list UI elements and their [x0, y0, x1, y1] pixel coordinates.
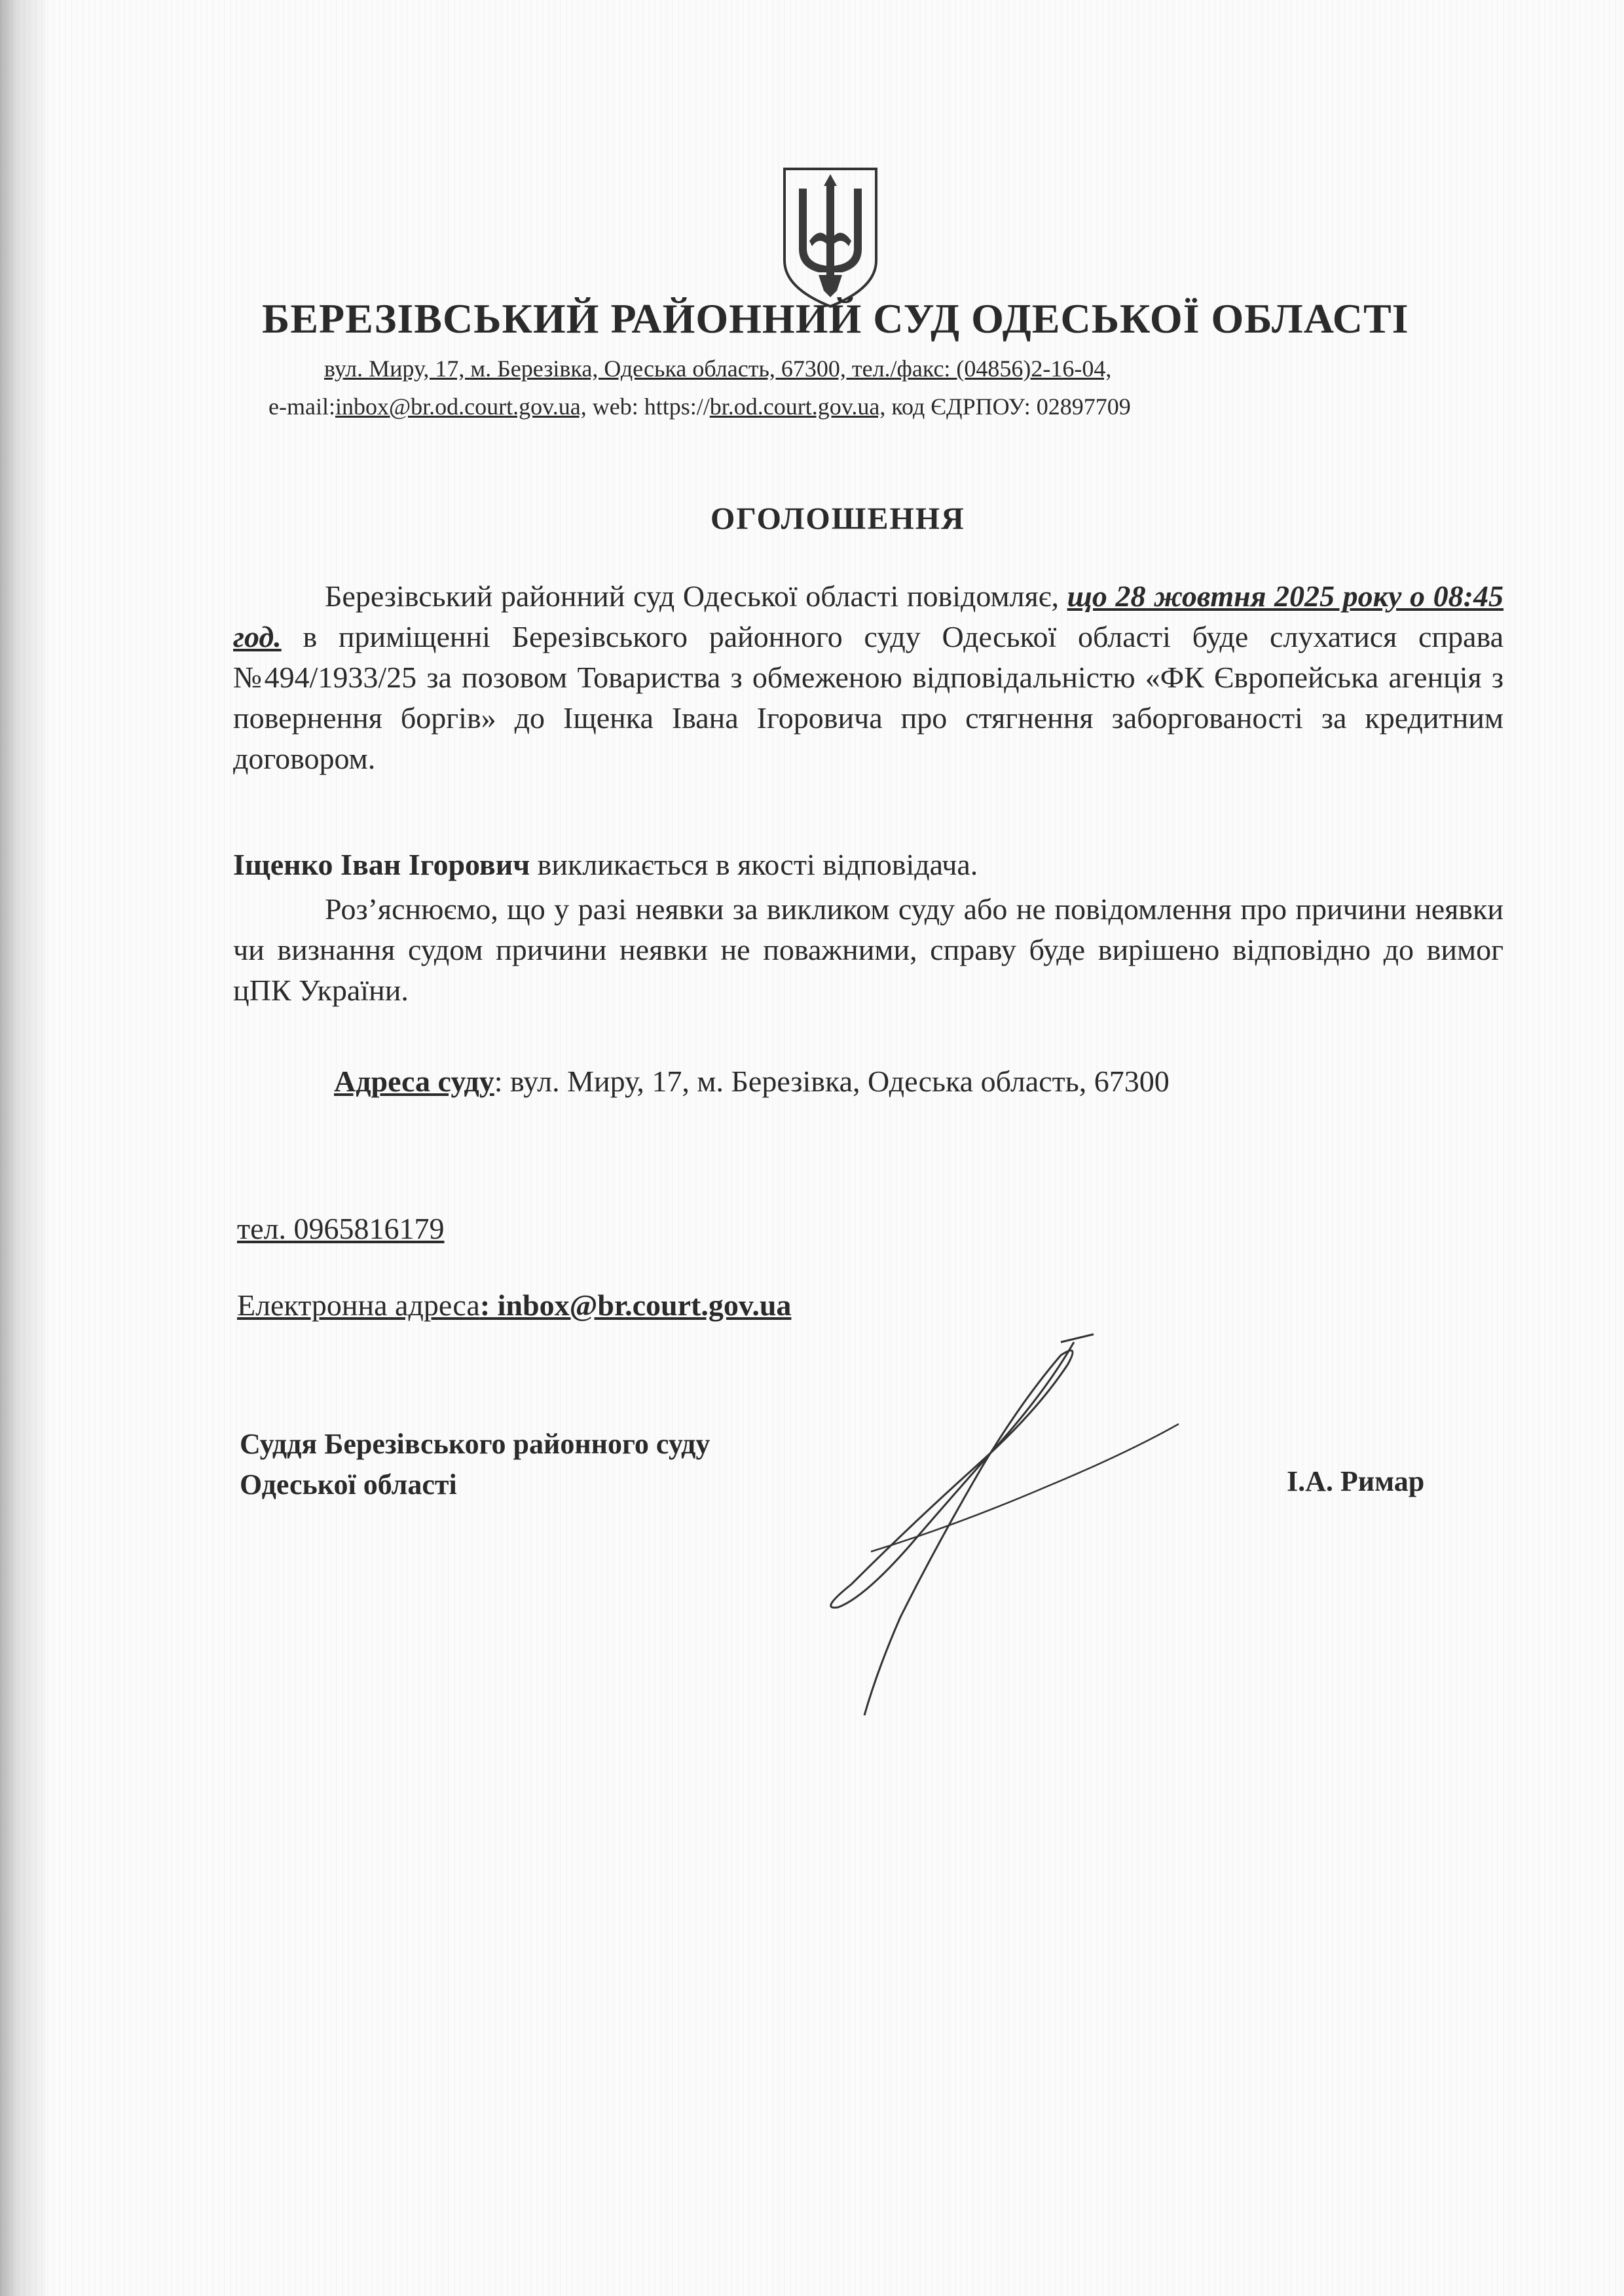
court-contacts-line	[268, 393, 1131, 420]
judge-name: І.А. Римар	[1287, 1465, 1425, 1497]
edrpou-code: код ЄДРПОУ: 02897709	[885, 393, 1131, 420]
announcement-paragraph	[233, 576, 1504, 779]
phone-number: тел. 0965816179	[237, 1212, 445, 1245]
judge-title-line1: Суддя Березівського районного суду	[240, 1428, 710, 1460]
email-address	[237, 1288, 791, 1322]
court-website-link[interactable]: br.od.court.gov.ua,	[709, 393, 886, 420]
defendant-name: Іщенко Іван Ігорович	[233, 848, 530, 881]
court-email-link[interactable]: inbox@br.od.court.gov.ua,	[335, 393, 587, 420]
email-label: e-mail:	[268, 393, 335, 420]
court-address-label: Адреса суду	[334, 1065, 494, 1098]
defendant-paragraph	[233, 845, 1504, 885]
paragraph-text: в приміщенні Березівського районного суду Одеської області буде слухатися справа №494/1933/25 за позовом Товариства з обмеженою відповідальністю «ФК Європейська агенція з повернення боргів» до Іщенка Івана Ігоровича про стягнення заборгованості за кредитним договором.	[233, 620, 1504, 775]
handwritten-signature	[786, 1329, 1192, 1722]
judge-title-line2: Одеської області	[240, 1468, 457, 1501]
hearing-date: що 28 жовтня 2025 року о 08:45 год.	[233, 579, 1504, 653]
paragraph-intro: Березівський районний суд Одеської області повідомляє,	[325, 579, 1067, 613]
court-address-line: вул. Миру, 17, м. Березівка, Одеська область, 67300, тел./факс: (04856)2-16-04,	[324, 355, 1112, 382]
court-name-heading: БЕРЕЗІВСЬКИЙ РАЙОННИЙ СУД ОДЕСЬКОЇ ОБЛАСТІ	[262, 295, 1409, 342]
document-title: ОГОЛОШЕННЯ	[710, 501, 965, 536]
email-address-label: Електронна адреса	[237, 1288, 480, 1322]
judge-title	[240, 1424, 710, 1505]
explanation-paragraph: Роз’яснюємо, що у разі неявки за викликом суду або не повідомлення про причини неявки чи визнання судом причини неявки не поважними, справу буде вирішено відповідно до вимог цПК України.	[233, 892, 1504, 1007]
defendant-role: викликається в якості відповідача.	[530, 848, 978, 881]
scan-edge-shadow	[0, 0, 46, 2296]
email-address-value[interactable]: : inbox@br.court.gov.ua	[479, 1288, 792, 1322]
trident-emblem-icon	[773, 162, 888, 310]
court-address	[334, 1064, 1170, 1099]
court-address-value: : вул. Миру, 17, м. Березівка, Одеська область, 67300	[494, 1065, 1170, 1098]
web-label: web: https://	[586, 393, 710, 420]
